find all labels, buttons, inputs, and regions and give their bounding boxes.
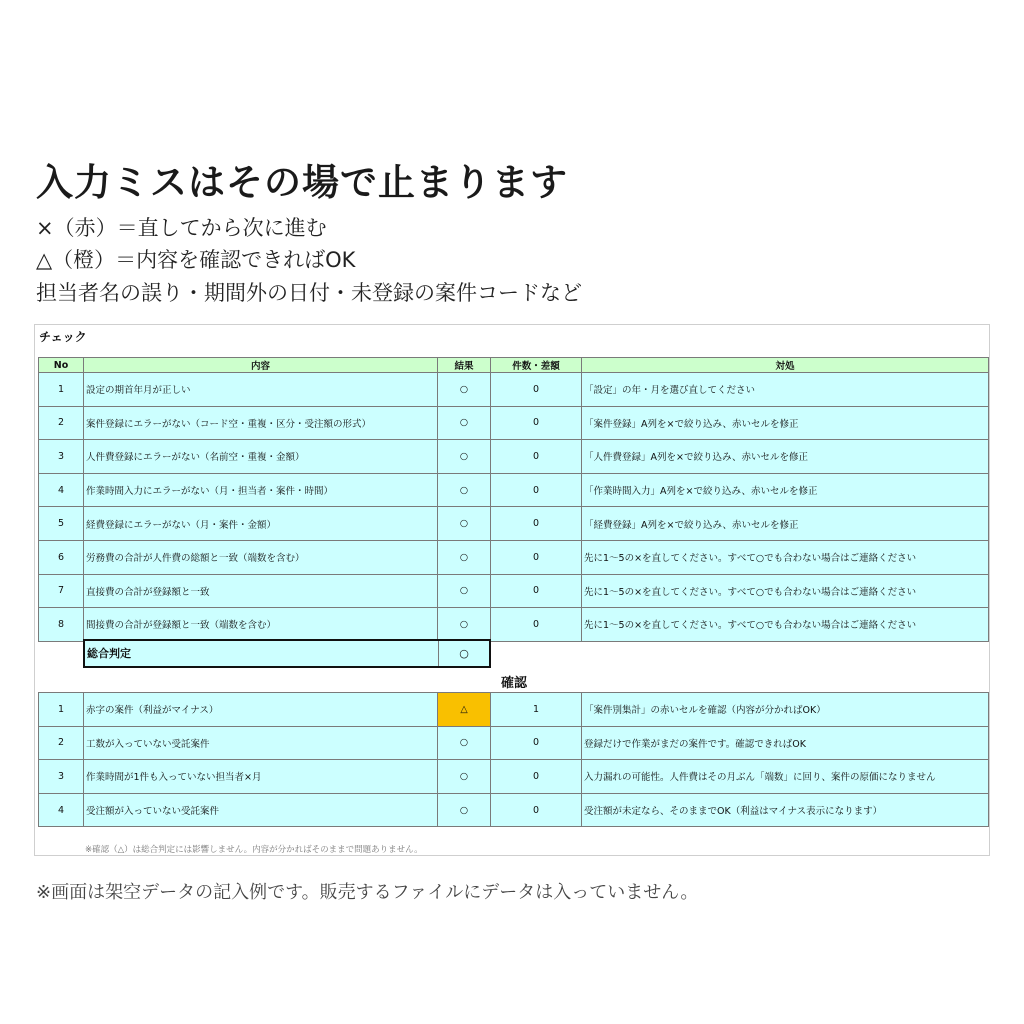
- confirm-row[interactable]: [39, 760, 989, 794]
- row-number[interactable]: 8: [39, 608, 84, 642]
- row-content[interactable]: 受注額が入っていない受託案件: [84, 793, 438, 827]
- row-number[interactable]: 7: [39, 574, 84, 608]
- row-number[interactable]: 4: [39, 793, 84, 827]
- row-number[interactable]: 2: [39, 406, 84, 440]
- row-action[interactable]: 「設定」の年・月を選び直してください: [582, 373, 989, 407]
- overall-verdict[interactable]: [83, 639, 491, 668]
- confirm-section-title: 確認: [501, 676, 528, 691]
- row-action[interactable]: 入力漏れの可能性。人件費はその月ぶん「端数」に回り、案件の原価になりません: [582, 760, 989, 794]
- check-row[interactable]: [39, 373, 989, 407]
- row-count[interactable]: 0: [491, 473, 582, 507]
- row-content[interactable]: 案件登録にエラーがない（コード空・重複・区分・受注額の形式）: [84, 406, 438, 440]
- row-content[interactable]: 作業時間入力にエラーがない（月・担当者・案件・時間）: [84, 473, 438, 507]
- row-count[interactable]: 1: [491, 693, 582, 727]
- row-number[interactable]: 3: [39, 440, 84, 474]
- row-count[interactable]: 0: [491, 440, 582, 474]
- check-row[interactable]: [39, 406, 989, 440]
- row-count[interactable]: 0: [491, 373, 582, 407]
- row-number[interactable]: 4: [39, 473, 84, 507]
- row-action[interactable]: 先に1〜5の×を直してください。すべて○でも合わない場合はご連絡ください: [582, 540, 989, 574]
- row-count[interactable]: 0: [491, 608, 582, 642]
- check-row[interactable]: [39, 507, 989, 541]
- footer-disclaimer: ※画面は架空データの記入例です。販売するファイルにデータは入っていません。: [36, 882, 699, 903]
- header-count: 件数・差額: [491, 358, 582, 373]
- row-action[interactable]: 「作業時間入力」A列を×で絞り込み、赤いセルを修正: [582, 473, 989, 507]
- row-action[interactable]: 「経費登録」A列を×で絞り込み、赤いセルを修正: [582, 507, 989, 541]
- check-section-title: チェック: [39, 330, 87, 344]
- row-content[interactable]: 設定の期首年月が正しい: [84, 373, 438, 407]
- row-number[interactable]: 3: [39, 760, 84, 794]
- confirm-table: [38, 692, 989, 827]
- row-result[interactable]: △: [438, 693, 491, 727]
- row-count[interactable]: 0: [491, 540, 582, 574]
- check-table-header: [39, 358, 989, 373]
- confirm-row[interactable]: [39, 693, 989, 727]
- row-result[interactable]: ○: [438, 574, 491, 608]
- row-content[interactable]: 経費登録にエラーがない（月・案件・金額）: [84, 507, 438, 541]
- row-result[interactable]: ○: [438, 440, 491, 474]
- check-row[interactable]: [39, 440, 989, 474]
- examples-line: 担当者名の誤り・期間外の日付・未登録の案件コードなど: [36, 281, 582, 305]
- row-action[interactable]: 登録だけで作業がまだの案件です。確認できればOK: [582, 726, 989, 760]
- row-result[interactable]: ○: [438, 793, 491, 827]
- row-action[interactable]: 受注額が未定なら、そのままでOK（利益はマイナス表示になります）: [582, 793, 989, 827]
- row-count[interactable]: 0: [491, 760, 582, 794]
- row-result[interactable]: ○: [438, 608, 491, 642]
- check-row[interactable]: [39, 473, 989, 507]
- confirm-note: ※確認（△）は総合判定には影響しません。内容が分かればそのままで問題ありません。: [85, 845, 423, 855]
- row-result[interactable]: ○: [438, 507, 491, 541]
- check-row[interactable]: [39, 608, 989, 642]
- row-action[interactable]: 「案件別集計」の赤いセルを確認（内容が分かればOK）: [582, 693, 989, 727]
- row-content[interactable]: 作業時間が1件も入っていない担当者×月: [84, 760, 438, 794]
- legend-warning-line: △（橙）＝内容を確認できればOK: [36, 248, 356, 272]
- row-count[interactable]: 0: [491, 726, 582, 760]
- row-content[interactable]: 労務費の合計が人件費の総額と一致（端数を含む）: [84, 540, 438, 574]
- header-no: No: [39, 358, 84, 373]
- row-result[interactable]: ○: [438, 473, 491, 507]
- row-number[interactable]: 1: [39, 373, 84, 407]
- legend-error-line: ×（赤）＝直してから次に進む: [36, 216, 327, 240]
- row-count[interactable]: 0: [491, 507, 582, 541]
- spreadsheet-panel: [34, 324, 990, 856]
- row-result[interactable]: ○: [438, 406, 491, 440]
- row-content[interactable]: 工数が入っていない受託案件: [84, 726, 438, 760]
- row-result[interactable]: ○: [438, 760, 491, 794]
- row-action[interactable]: 「案件登録」A列を×で絞り込み、赤いセルを修正: [582, 406, 989, 440]
- row-result[interactable]: ○: [438, 726, 491, 760]
- page-headline: 入力ミスはその場で止まります: [36, 161, 568, 204]
- row-content[interactable]: 直接費の合計が登録額と一致: [84, 574, 438, 608]
- row-content[interactable]: 間接費の合計が登録額と一致（端数を含む）: [84, 608, 438, 642]
- row-number[interactable]: 2: [39, 726, 84, 760]
- row-content[interactable]: 赤字の案件（利益がマイナス）: [84, 693, 438, 727]
- check-row[interactable]: [39, 540, 989, 574]
- row-count[interactable]: 0: [491, 793, 582, 827]
- row-number[interactable]: 6: [39, 540, 84, 574]
- row-result[interactable]: ○: [438, 373, 491, 407]
- row-result[interactable]: ○: [438, 540, 491, 574]
- confirm-row[interactable]: [39, 726, 989, 760]
- check-table: [38, 357, 989, 642]
- row-action[interactable]: 「人件費登録」A列を×で絞り込み、赤いセルを修正: [582, 440, 989, 474]
- row-action[interactable]: 先に1〜5の×を直してください。すべて○でも合わない場合はご連絡ください: [582, 608, 989, 642]
- check-row[interactable]: [39, 574, 989, 608]
- row-count[interactable]: 0: [491, 574, 582, 608]
- row-action[interactable]: 先に1〜5の×を直してください。すべて○でも合わない場合はご連絡ください: [582, 574, 989, 608]
- row-content[interactable]: 人件費登録にエラーがない（名前空・重複・金額）: [84, 440, 438, 474]
- overall-verdict-result: ○: [459, 647, 469, 660]
- overall-verdict-label: 総合判定: [85, 641, 439, 666]
- row-number[interactable]: 1: [39, 693, 84, 727]
- row-number[interactable]: 5: [39, 507, 84, 541]
- header-content: 内容: [84, 358, 438, 373]
- row-count[interactable]: 0: [491, 406, 582, 440]
- header-action: 対処: [582, 358, 989, 373]
- confirm-row[interactable]: [39, 793, 989, 827]
- header-result: 結果: [438, 358, 491, 373]
